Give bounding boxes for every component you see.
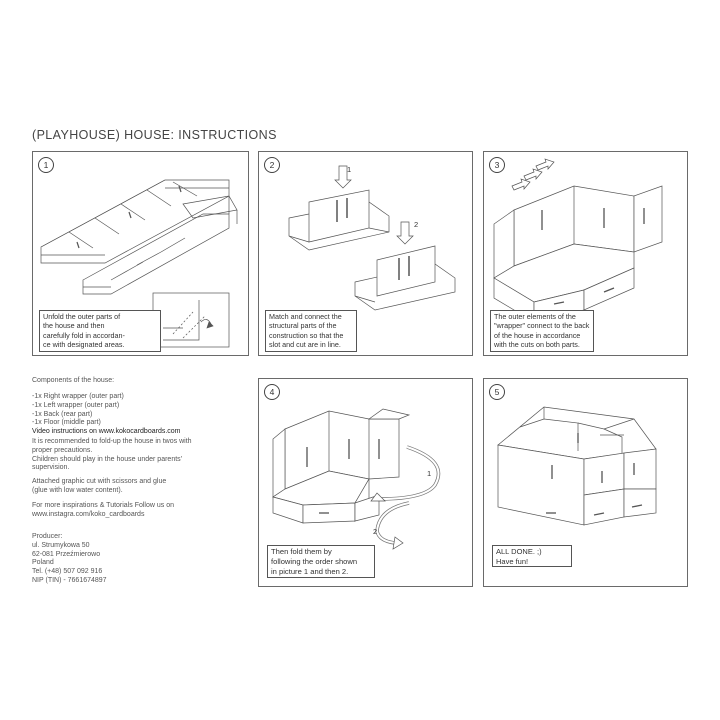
arrow-label-2: 2 — [414, 220, 419, 229]
step-1-panel — [32, 151, 249, 356]
right-arrow-icon — [524, 169, 542, 180]
step-1-number: 1 — [38, 157, 54, 173]
step-3-panel — [483, 151, 688, 356]
list-item: -1x Right wrapper (outer part) — [32, 393, 124, 400]
right-arrow-icon — [536, 159, 554, 170]
components-heading: Components of the house: — [32, 377, 115, 384]
step-1-caption: Unfold the outer parts of the house and then carefully fold in accordan- ce with designated areas. — [39, 310, 161, 352]
list-item: -1x Left wrapper (outer part) — [32, 401, 120, 409]
step-3-caption: The outer elements of the "wrapper" connect to the back of the house in accordance with the cuts on both parts. — [490, 310, 594, 352]
step-5-caption: ALL DONE. ;) Have fun! — [492, 545, 572, 567]
attached-note: Attached graphic cut with scissors and glue (glue with low water content). — [32, 478, 167, 494]
step-2-number: 2 — [264, 157, 280, 173]
arrow-label-2: 2 — [373, 527, 378, 536]
step-4-caption: Then fold them by following the order shown in picture 1 and then 2. — [267, 545, 375, 578]
right-arrow-icon — [512, 179, 530, 190]
step-3-number: 3 — [489, 157, 505, 173]
step-2-panel — [258, 151, 473, 356]
arrow-label-1: 1 — [347, 165, 352, 174]
list-item: -1x Back (rear part) — [32, 410, 93, 418]
step-2-caption: Match and connect the structural parts of the construction so that the slot and cut are in line. — [265, 310, 357, 352]
list-item: -1x Floor (middle part) — [32, 419, 101, 427]
instagram-link[interactable]: www.instagra.com/koko_cardboards — [32, 510, 145, 518]
step-5-panel — [483, 378, 688, 587]
producer-info: Producer: ul. Strumykowa 50 62-081 Przeźmierowo Poland Tel. (+48) 507 092 916 NIP (TIN) - 7661674897 — [32, 533, 107, 584]
video-instructions-link[interactable]: Video instructions on www.kokocardboards.com — [32, 428, 181, 436]
arrow-label-1: 1 — [427, 469, 432, 478]
step-4-number: 4 — [264, 384, 280, 400]
page-title: (PLAYHOUSE) HOUSE: INSTRUCTIONS — [32, 128, 277, 142]
components-list — [32, 393, 181, 437]
down-arrow-icon — [397, 222, 413, 244]
recommendation-text: It is recommended to fold-up the house in twos with proper precautions. Children should play in the house under parents' supervision. — [32, 438, 192, 472]
step-5-number: 5 — [489, 384, 505, 400]
step-4-panel — [258, 378, 473, 587]
inspiration-note: For more inspirations & Tutorials Follow us on www.instagra.com/koko_cardboards — [32, 502, 174, 518]
